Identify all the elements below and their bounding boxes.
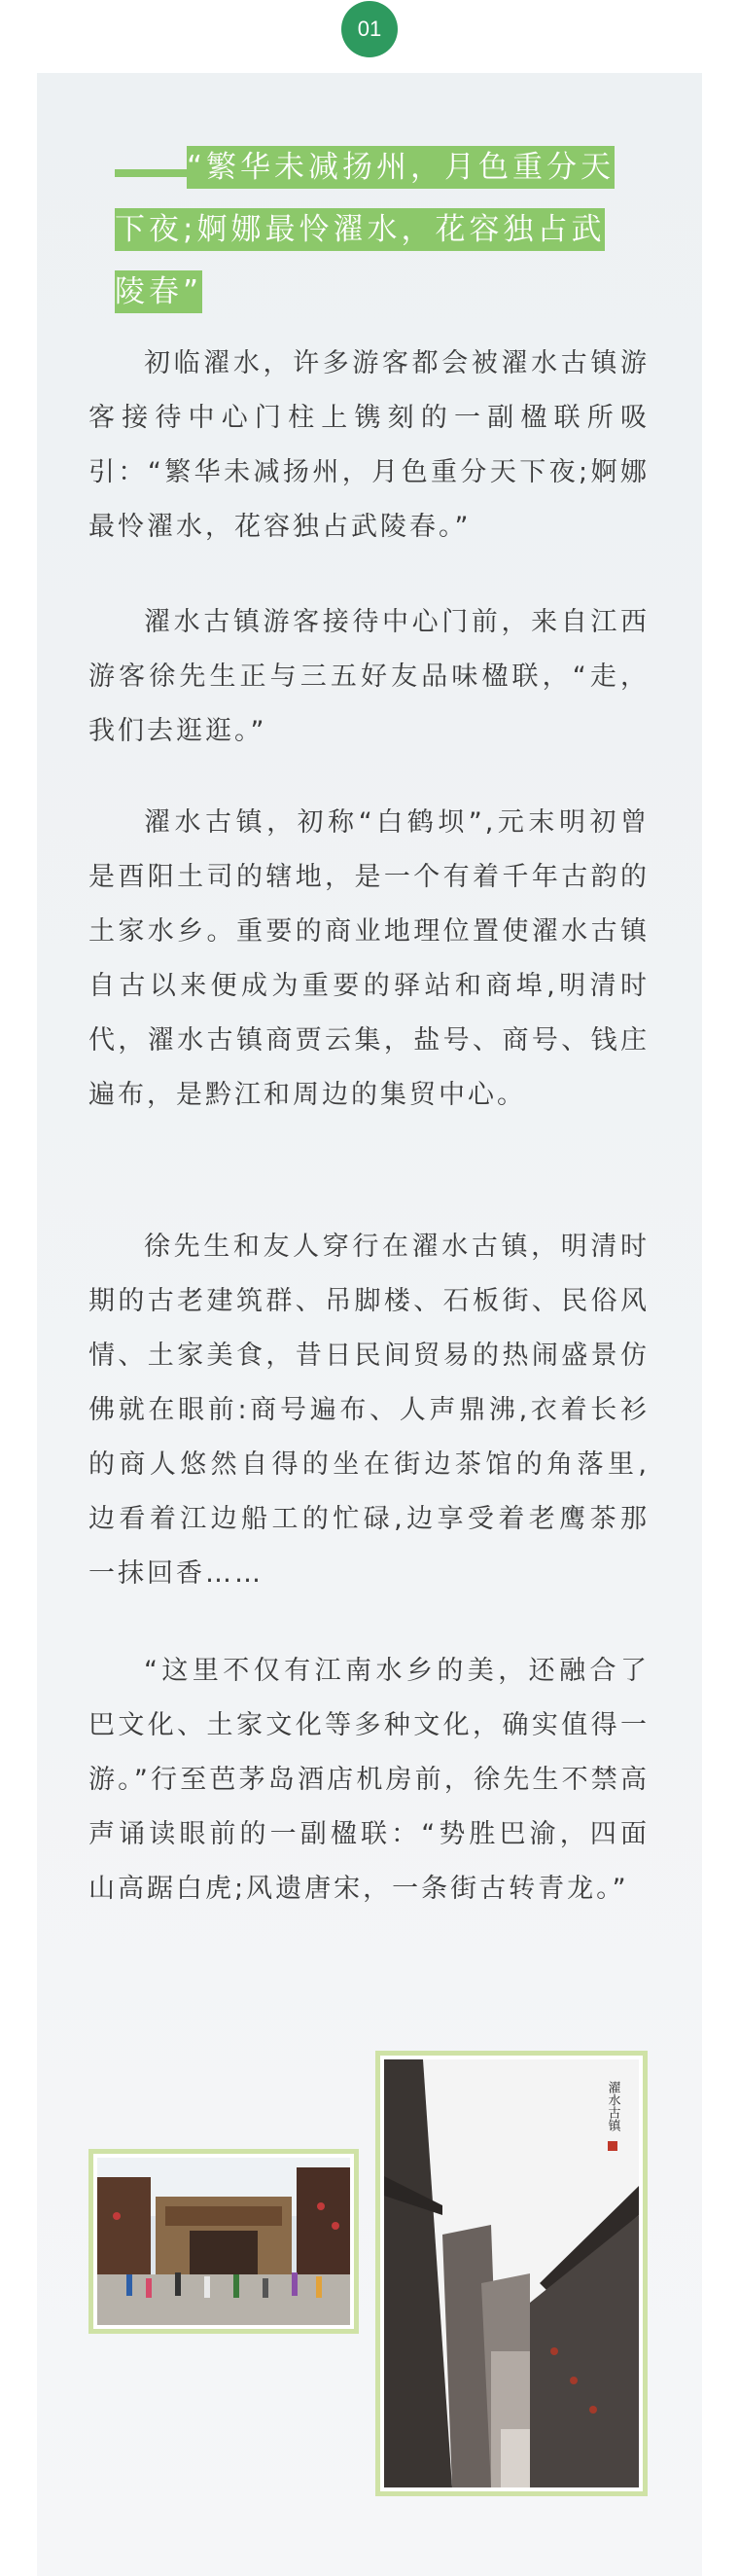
old-street-image [384, 2059, 639, 2487]
town-square-photo [88, 2149, 359, 2334]
town-square-image [97, 2158, 350, 2325]
old-street-photo [375, 2051, 648, 2496]
paragraph-5: “这里不仅有江南水乡的美，还融合了巴文化、土家文化等多种文化，确实值得一游。”行至芭茅岛酒店机房前，徐先生不禁高声诵读眼前的一副楹联：“势胜巴渝，四面山高踞白虎;风遗唐宋，一条街古转青龙。” [88, 1656, 650, 1904]
paragraph-4: 徐先生和友人穿行在濯水古镇，明清时期的古老建筑群、吊脚楼、石板街、民俗风情、土家美食，昔日民间贸易的热闹盛景仿佛就在眼前:商号遍布、人声鼎沸,衣着长衫的商人悠然自得的坐在街边茶馆的角落里,边看着江边船工的忙碌,边享受着老鹰茶那一抹回香…… [88, 1232, 650, 1589]
paragraph-1: 初临濯水，许多游客都会被濯水古镇游客接待中心门柱上镌刻的一副楹联所吸引：“繁华未减扬州，月色重分天下夜;婀娜最怜濯水，花容独占武陵春。” [88, 348, 650, 542]
paragraph-3: 濯水古镇，初称“白鹤坝”,元末明初曾是酉阳土司的辖地，是一个有着千年古韵的土家水乡。重要的商业地理位置使濯水古镇自古以来便成为重要的驿站和商埠,明清时代，濯水古镇商贾云集，盐号、商号、钱庄遍布，是黔江和周边的集贸中心。 [88, 807, 650, 1110]
pull-quote-text: “繁华未减扬州，月色重分天下夜;婀娜最怜濯水，花容独占武陵春” [115, 146, 615, 313]
paragraph-2: 濯水古镇游客接待中心门前，来自江西游客徐先生正与三五好友品味楹联，“走，我们去逛逛。” [88, 607, 650, 746]
calligraphy-mark: 濯水古镇 [605, 2081, 620, 2131]
pull-quote [115, 136, 630, 323]
section-number-badge: 01 [341, 1, 398, 57]
